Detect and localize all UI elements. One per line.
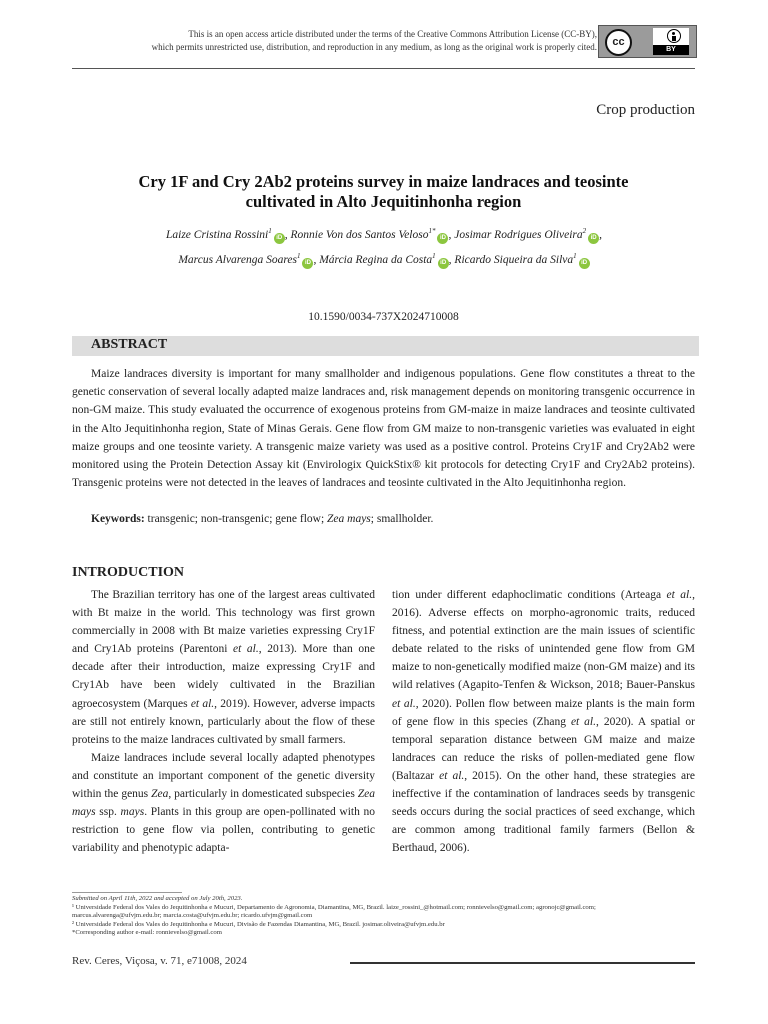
orcid-icon[interactable]: iD — [437, 233, 448, 244]
author-affiliation: 1 — [432, 251, 436, 260]
body-column-left — [72, 586, 375, 857]
keywords-text-2: ; smallholder. — [370, 513, 434, 525]
authors-line-2 — [90, 246, 678, 271]
keywords-label: Keywords: — [91, 513, 145, 525]
author-affiliation: 1 — [268, 227, 272, 235]
keywords — [91, 513, 433, 525]
orcid-icon[interactable]: iD — [274, 233, 285, 244]
author-name: Laize Cristina Rossini — [165, 228, 269, 241]
body-paragraph — [72, 586, 375, 749]
body-text: , 2019). However, adverse impacts are still not entirely known, particularly about the flow of these proteins to the maize landraces cultivated by small farmers. — [72, 697, 376, 746]
body-column-right — [392, 586, 695, 857]
italic-text: et al. — [233, 643, 259, 656]
orcid-icon[interactable]: iD — [438, 258, 449, 269]
body-text: , 2020). Pollen flow between maize plants is the main form of gene flow in this species (Zhang — [392, 697, 695, 728]
title-line-1: Cry 1F and Cry 2Ab2 proteins survey in maize landraces and teosinte — [138, 172, 629, 191]
article-title — [72, 172, 695, 212]
author-affiliation: 1 — [296, 251, 301, 260]
header-rule — [72, 68, 695, 69]
abstract-heading: ABSTRACT — [91, 337, 168, 352]
italic-text: et al. — [570, 715, 596, 728]
body-text: The Brazilian territory has one of the largest areas cultivated with Bt maize in the world. This technology was first grown commercially in 2008 with Bt maize varieties expressing Cry1F and Cry1Ab proteins (Parentoni — [72, 589, 375, 656]
body-paragraph — [72, 749, 375, 858]
body-text: , particularly in domesticated subspecies — [168, 788, 358, 801]
footnotes — [72, 895, 695, 938]
author-affiliation: 1* — [428, 227, 436, 235]
italic-text: Zea — [151, 788, 169, 801]
footnote-line: marcus.alvarenga@ufvjm.edu.br; marcia.costa@ufvjm.edu.br; ricardo.ufvjm@gmail.com — [72, 912, 313, 920]
footnote-rule — [72, 892, 182, 893]
body-text: . Plants in this group are open-pollinated with no restriction to gene flow via pollen, contributing to genetic variability and phenotypic adapta- — [72, 806, 375, 855]
introduction-heading: INTRODUCTION — [72, 565, 185, 580]
author-affiliation: 1 — [573, 251, 577, 260]
keywords-text-1: transgenic; non-transgenic; gene flow; — [144, 513, 328, 525]
license-line-2: which permits unrestricted use, distribution, and reproduction in any medium, as long as the original work is properly cited. — [151, 42, 597, 52]
orcid-icon[interactable]: iD — [588, 233, 599, 244]
license-notice — [60, 28, 597, 54]
authors-line-1 — [90, 221, 678, 246]
author-separator: , — [599, 228, 603, 241]
body-text: , 2016). Adverse effects on morpho-agronomic traits, reduced fitness, and potential extinction are the main issues of scientific debate related to the risks of unintended gene flow from GM maize to non-genetically modified maize (non-GM maize) and its wild relatives (Agapito-Tenfen & Wickson, 2018; Bauer-Panskus — [392, 589, 695, 692]
by-attribution-icon — [653, 28, 689, 45]
cc-by-badge[interactable] — [598, 25, 697, 58]
body-text: , 2015). On the other hand, these strategies are ineffective if the contamination of landraces seeds by transgenic seeds occurs during the social practices of seed exchange, which are common among traditional family farmers (Bellon & Berthaud, 2006). — [392, 769, 696, 855]
author-separator: , — [313, 253, 320, 266]
footnote-line: ¹ Universidade Federal dos Vales do Jequitinhonha e Mucuri, Departamento de Agronomia, Diamantina, MG, Brazil. laize_rossini_@hotmail.com; ronnievelso@gmail.com; agronojc@gmail.com; — [72, 903, 596, 911]
author-list — [90, 221, 678, 271]
footnote-line: Submitted on April 11th, 2022 and accepted on July 20th, 2023. — [72, 895, 243, 902]
section-label: Crop production — [596, 102, 695, 118]
footnote-line: *Corresponding author e-mail: ronnievelso@gmail.com — [72, 929, 222, 937]
body-text: tion under different edaphoclimatic conditions (Arteaga — [392, 589, 667, 601]
footnote-line: ² Universidade Federal dos Vales do Jequitinhonha e Mucuri, Divisão de Fazendas Diamantina, MG, Brazil. josimar.oliveira@ufvjm.edu.br — [72, 920, 445, 928]
footer-rule — [350, 962, 695, 964]
author-name: Márcia Regina da Costa — [319, 253, 433, 266]
by-label: BY — [653, 45, 689, 55]
abstract-heading-bar — [72, 336, 699, 356]
author-separator: , — [448, 253, 455, 266]
orcid-icon[interactable]: iD — [302, 258, 313, 269]
italic-text: mays — [120, 806, 145, 819]
body-paragraph — [392, 586, 695, 857]
italic-text: Zea mays — [72, 788, 375, 819]
body-text: ssp. — [95, 806, 121, 819]
body-text: , 2013). More than one decade after their introduction, maize expressing Cry1F and Cry1Ab have been widely cultivated in the Brazilian agroecosystem (Marques — [72, 643, 375, 710]
keywords-italic: Zea mays — [327, 513, 371, 525]
journal-citation: Rev. Ceres, Viçosa, v. 71, e71008, 2024 — [72, 955, 247, 967]
author-name: Marcus Alvarenga Soares — [178, 253, 297, 266]
italic-text: et al. — [190, 697, 215, 710]
title-line-2: cultivated in Alto Jequitinhonha region — [245, 192, 522, 211]
author-name: Josimar Rodrigues Oliveira — [454, 228, 583, 241]
abstract-text: Maize landraces diversity is important for many smallholder and indigenous populations. Gene flow constitutes a threat to the genetic conservation of several locally adapted maize landraces and, risk management depends on monitoring transgenic occurrence in non-GM maize. This study evaluated the occurrence of exogenous proteins from GM-maize in maize landraces and teosinte cultivated in the Alto Jequitinhonha region, State of Minas Gerais. Gene flow from GM maize to non-transgenic varieties was evaluated in eight maize groups and one teosinte variety. A transgenic maize variety was used as a positive control. Proteins Cry1F and Cry2Ab2 were monitored using the Protein Detection Assay kit (Envirologix QuickStix® kit protocols for detecting Cry1F and Cry2Ab2 proteins). Transgenic proteins were not detected in the leaves of landraces and teosinte cultivated in the Alto Jequitinhonha region. — [72, 368, 695, 490]
italic-text: et al. — [439, 769, 465, 782]
author-separator: , — [284, 228, 291, 241]
author-separator: , — [448, 228, 455, 241]
author-name: Ronnie Von dos Santos Veloso — [290, 228, 429, 241]
orcid-icon[interactable]: iD — [579, 258, 590, 269]
license-line-1: This is an open access article distributed under the terms of the Creative Commons Attribution License (CC-BY), — [188, 29, 597, 39]
italic-text: et al. — [666, 589, 693, 601]
author-affiliation: 2 — [582, 227, 587, 235]
body-text: Maize landraces include several locally adapted phenotypes and constitute an important component of the genetic diversity within the genus — [72, 751, 375, 801]
person-icon — [667, 29, 681, 43]
body-text: , 2020). A spatial or temporal separation distance between GM maize and maize landraces can reduce the risks of pollen-mediated gene flow (Baltazar — [392, 715, 695, 782]
doi[interactable]: 10.1590/0034-737X2024710008 — [308, 311, 459, 323]
author-name: Ricardo Siqueira da Silva — [454, 253, 574, 266]
italic-text: et al. — [392, 697, 416, 710]
cc-logo-icon: cc — [605, 29, 632, 56]
